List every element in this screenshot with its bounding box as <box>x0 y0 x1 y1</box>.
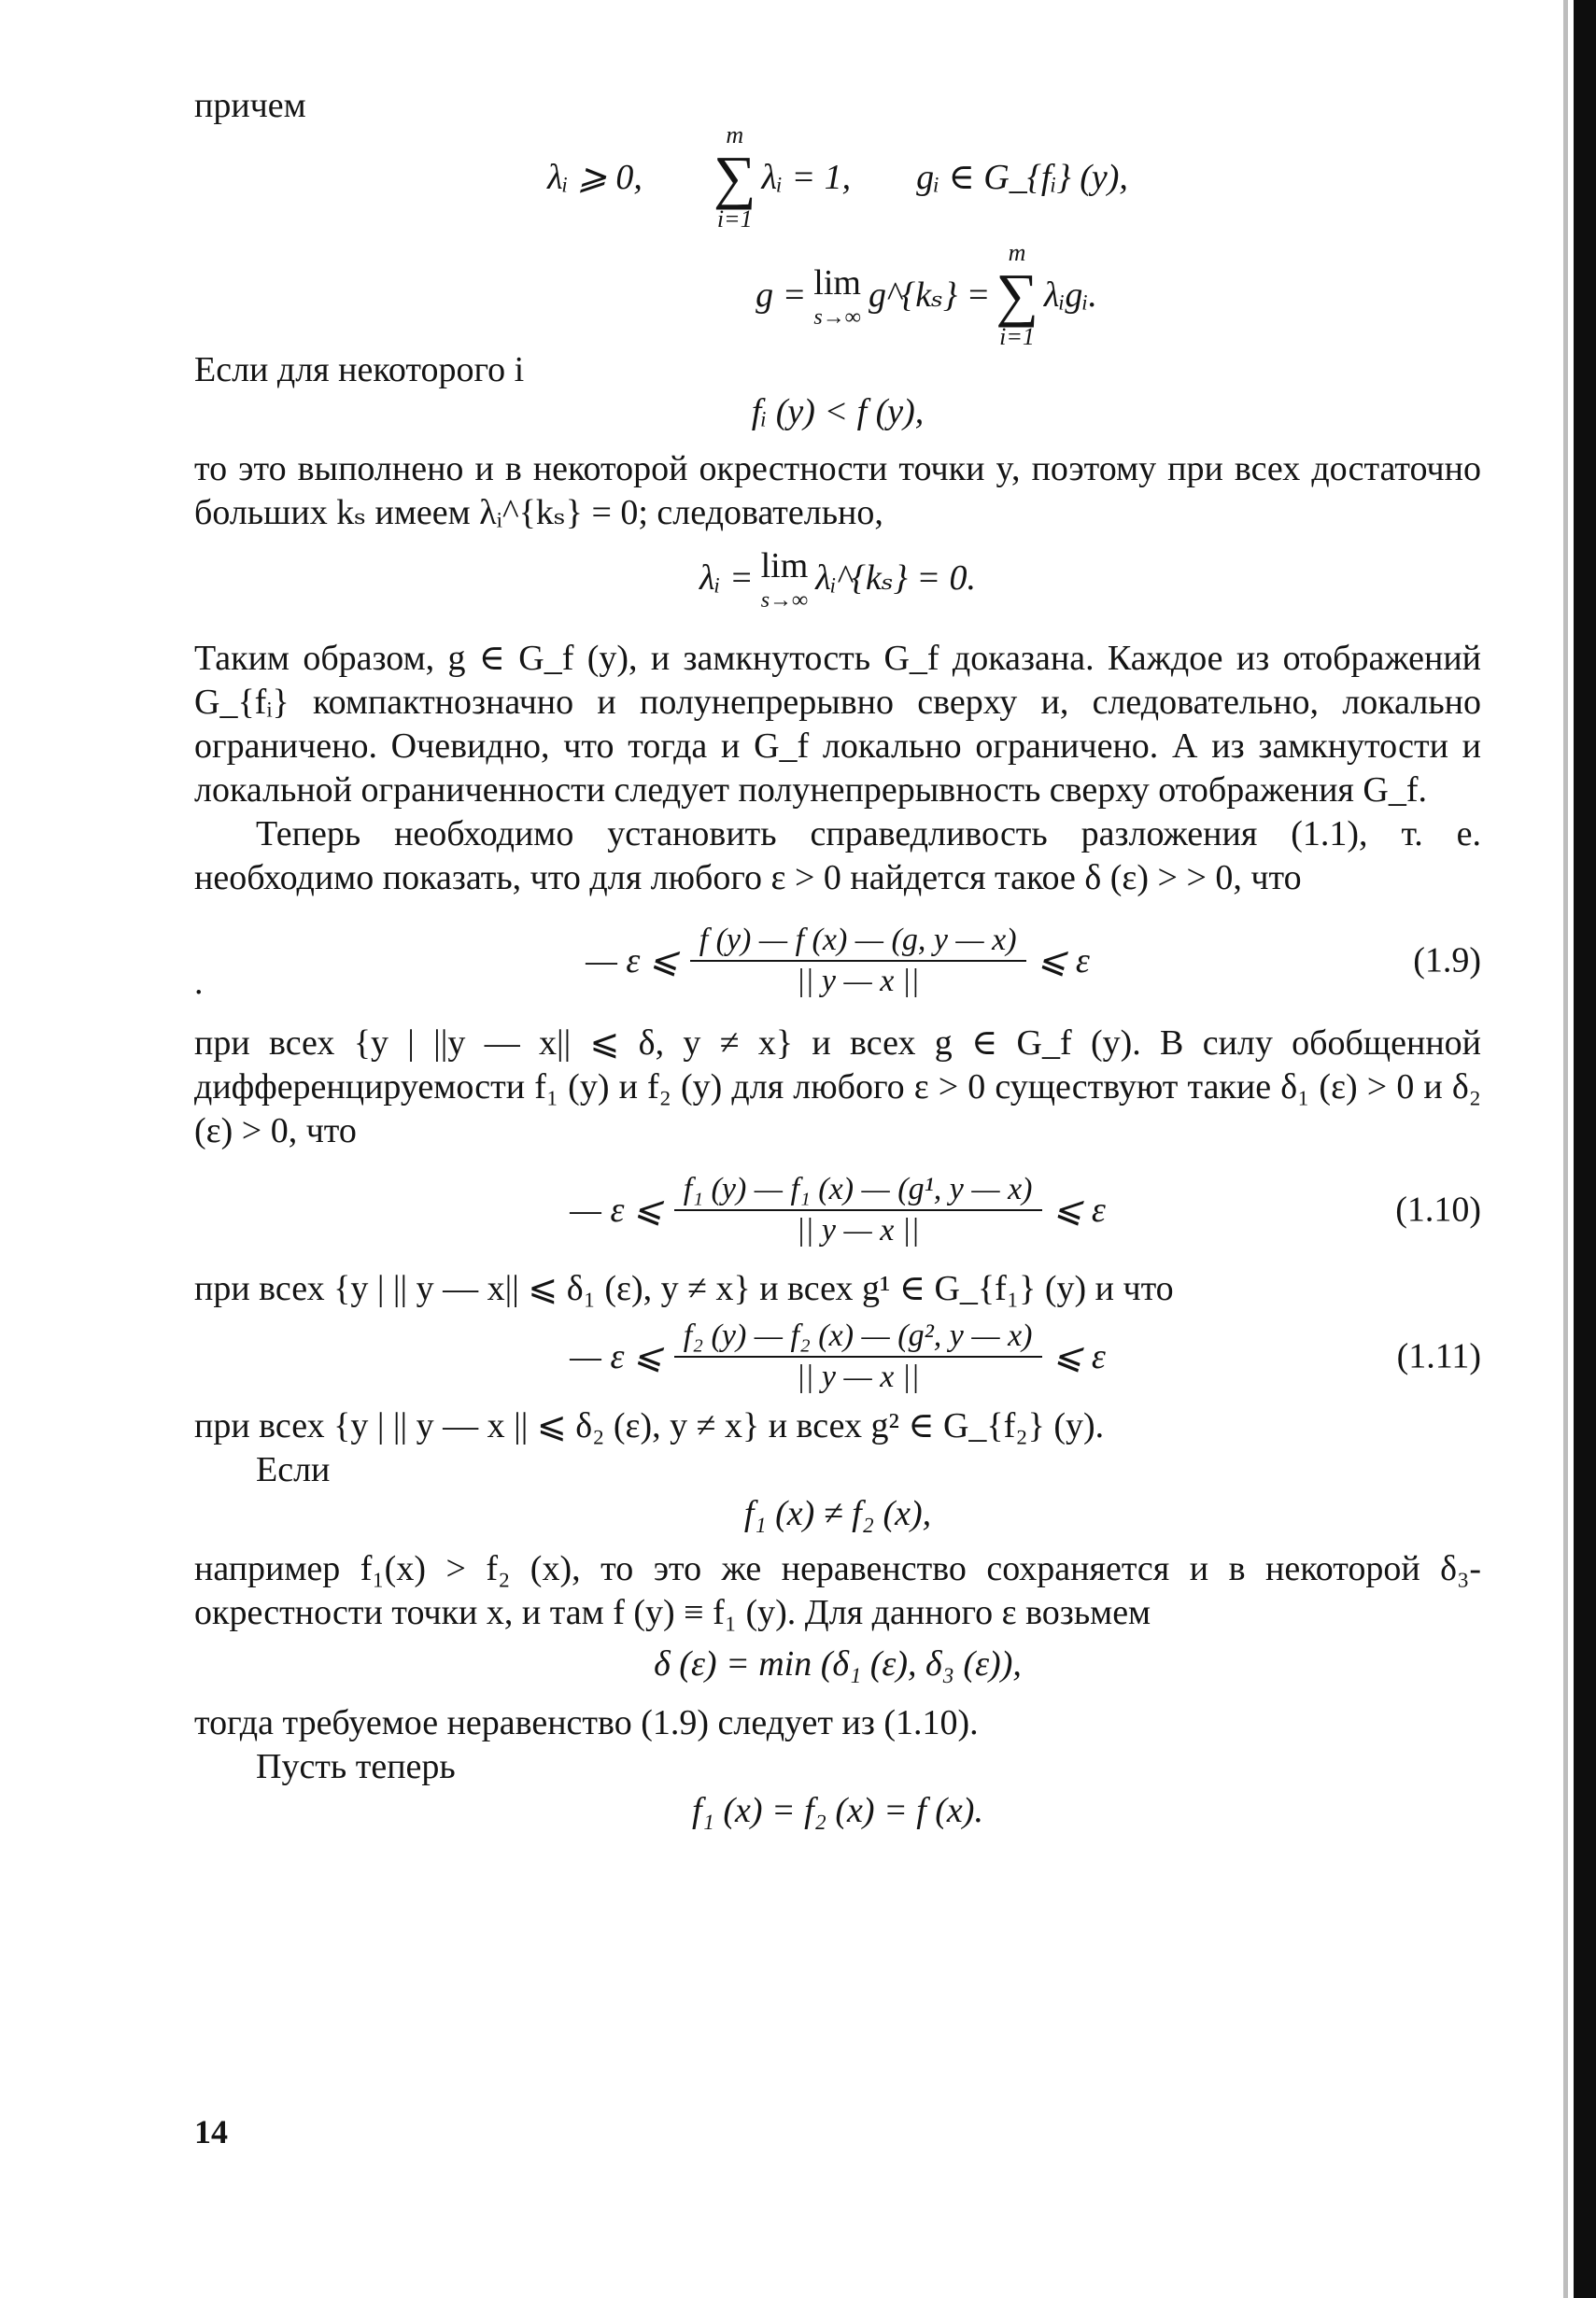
limit-2-subscript: s→∞ <box>760 588 809 613</box>
paragraph-3: то это выполнено и в некоторой окрестности точки y, поэтому при всех достаточно больших kₛ имеем λᵢ^{kₛ} = 0; следовательно, <box>194 449 1481 532</box>
formula-2 <box>372 240 1481 350</box>
formula-5 <box>194 921 1481 1001</box>
paragraph-8: при всех {y | || y — x || ⩽ δ₂ (ε), y ≠ x} и всех g² ∈ G_{f₂} (y). <box>194 1406 1105 1445</box>
formula-8-text: f₁ (x) ≠ f₂ (x), <box>743 1494 932 1533</box>
paragraph-9: Если <box>256 1450 331 1489</box>
fraction-1 <box>690 921 1026 1001</box>
fraction-3-numerator: f₂ (y) — f₂ (x) — (g², y — x) <box>674 1317 1042 1358</box>
paragraph-11: тогда требуемое неравенство (1.9) следует из (1.10). <box>194 1703 979 1742</box>
fraction-2-numerator: f₁ (y) — f₁ (x) — (g¹, y — x) <box>674 1170 1042 1211</box>
formula-7 <box>194 1317 1481 1397</box>
formula-8 <box>194 1492 1481 1536</box>
formula-9 <box>194 1642 1481 1686</box>
sum-2-top: m <box>1008 239 1026 266</box>
formula-7-left: — ε ⩽ <box>570 1336 663 1376</box>
limit-operator-2 <box>761 544 809 613</box>
sum-symbol-1 <box>713 122 756 233</box>
formula-5-right: ⩽ ε <box>1037 940 1090 980</box>
formula-1-c: gᵢ ∈ G_{fᵢ} (y), <box>916 157 1128 197</box>
formula-1 <box>194 122 1481 233</box>
formula-2-a: g = <box>756 275 807 315</box>
paragraph-2: Если для некоторого i <box>194 350 525 389</box>
equation-number-1-10: (1.10) <box>1395 1190 1481 1230</box>
paragraph-1: причем <box>194 86 306 125</box>
stray-dot: . <box>194 963 204 1002</box>
page-edge <box>1574 0 1596 2298</box>
limit-2-word: lim <box>760 546 809 585</box>
limit-1-subscript: s→∞ <box>813 304 861 330</box>
sum-2-bottom: i=1 <box>999 323 1035 350</box>
sum-1-bottom: i=1 <box>716 205 753 233</box>
formula-1-a: λᵢ ⩾ 0, <box>547 157 643 197</box>
formula-3-text: fᵢ (y) < f (y), <box>751 392 925 431</box>
fraction-3-denominator: || y — x || <box>796 1360 920 1394</box>
page-content <box>194 84 1481 1840</box>
formula-4 <box>194 544 1481 613</box>
sigma-icon: ∑ <box>713 144 756 210</box>
formula-10-text: f₁ (x) = f₂ (x) = f (x). <box>692 1791 983 1830</box>
formula-6 <box>194 1170 1481 1250</box>
formula-7-right: ⩽ ε <box>1052 1336 1106 1376</box>
sum-symbol-2 <box>996 240 1038 350</box>
equation-number-1-11: (1.11) <box>1396 1336 1481 1376</box>
formula-6-left: — ε ⩽ <box>570 1190 663 1230</box>
paragraph-4: Таким образом, g ∈ G_f (y), и замкнутость G_f доказана. Каждое из отображений G_{fᵢ} компактнозначно и полунепрерывно сверху и, следовательно, локально ограничено. Очевидно, что тогда и G_f локально ограничено. А из замкнутости и локальной ограниченности следует полунепрерывность сверху отображения G_f. <box>194 639 1481 810</box>
fraction-3 <box>674 1317 1042 1397</box>
paragraph-5: Теперь необходимо установить справедливость разложения (1.1), т. е. необходимо показать, что для любого ε > 0 найдется такое δ (ε) > > 0, что <box>194 814 1481 897</box>
sigma-icon: ∑ <box>996 261 1038 328</box>
formula-6-right: ⩽ ε <box>1052 1190 1106 1230</box>
formula-4-a: λᵢ = <box>699 558 754 598</box>
paragraph-12: Пусть теперь <box>256 1747 456 1786</box>
page-number: 14 <box>194 2113 228 2150</box>
formula-10 <box>194 1789 1481 1833</box>
fraction-1-numerator: f (y) — f (x) — (g, y — x) <box>690 921 1026 962</box>
fraction-1-denominator: || y — x || <box>796 964 920 998</box>
fraction-2-denominator: || y — x || <box>796 1213 920 1248</box>
fraction-2 <box>674 1170 1042 1250</box>
formula-1-b: λᵢ = 1, <box>761 157 852 197</box>
formula-2-b: g^{kₛ} = <box>868 275 991 315</box>
paragraph-7: при всех {y | || y — x|| ⩽ δ₁ (ε), y ≠ x} и всех g¹ ∈ G_{f₁} (y) и что <box>194 1269 1174 1308</box>
sum-1-top: m <box>726 121 744 148</box>
formula-4-b: λᵢ^{kₛ} = 0. <box>815 558 977 598</box>
limit-operator-1 <box>813 261 861 330</box>
formula-2-c: λᵢgᵢ. <box>1043 275 1097 315</box>
limit-1-word: lim <box>813 262 861 303</box>
page-edge-shadow <box>1563 0 1568 2298</box>
paragraph-6: при всех {y | ||y — x|| ⩽ δ, y ≠ x} и всех g ∈ G_f (y). В силу обобщенной дифференцируемости f₁ (y) и f₂ (y) для любого ε > 0 существуют такие δ₁ (ε) > 0 и δ₂ (ε) > 0, что <box>194 1023 1481 1150</box>
paragraph-10: например f₁(x) > f₂ (x), то это же неравенство сохраняется и в некоторой δ₃-окрестности точки x, и там f (y) ≡ f₁ (y). Для данного ε возьмем <box>194 1549 1481 1632</box>
formula-9-text: δ (ε) = min (δ₁ (ε), δ₃ (ε)), <box>654 1644 1022 1684</box>
formula-3 <box>194 390 1481 434</box>
equation-number-1-9: (1.9) <box>1413 940 1481 980</box>
formula-5-left: — ε ⩽ <box>586 940 679 980</box>
